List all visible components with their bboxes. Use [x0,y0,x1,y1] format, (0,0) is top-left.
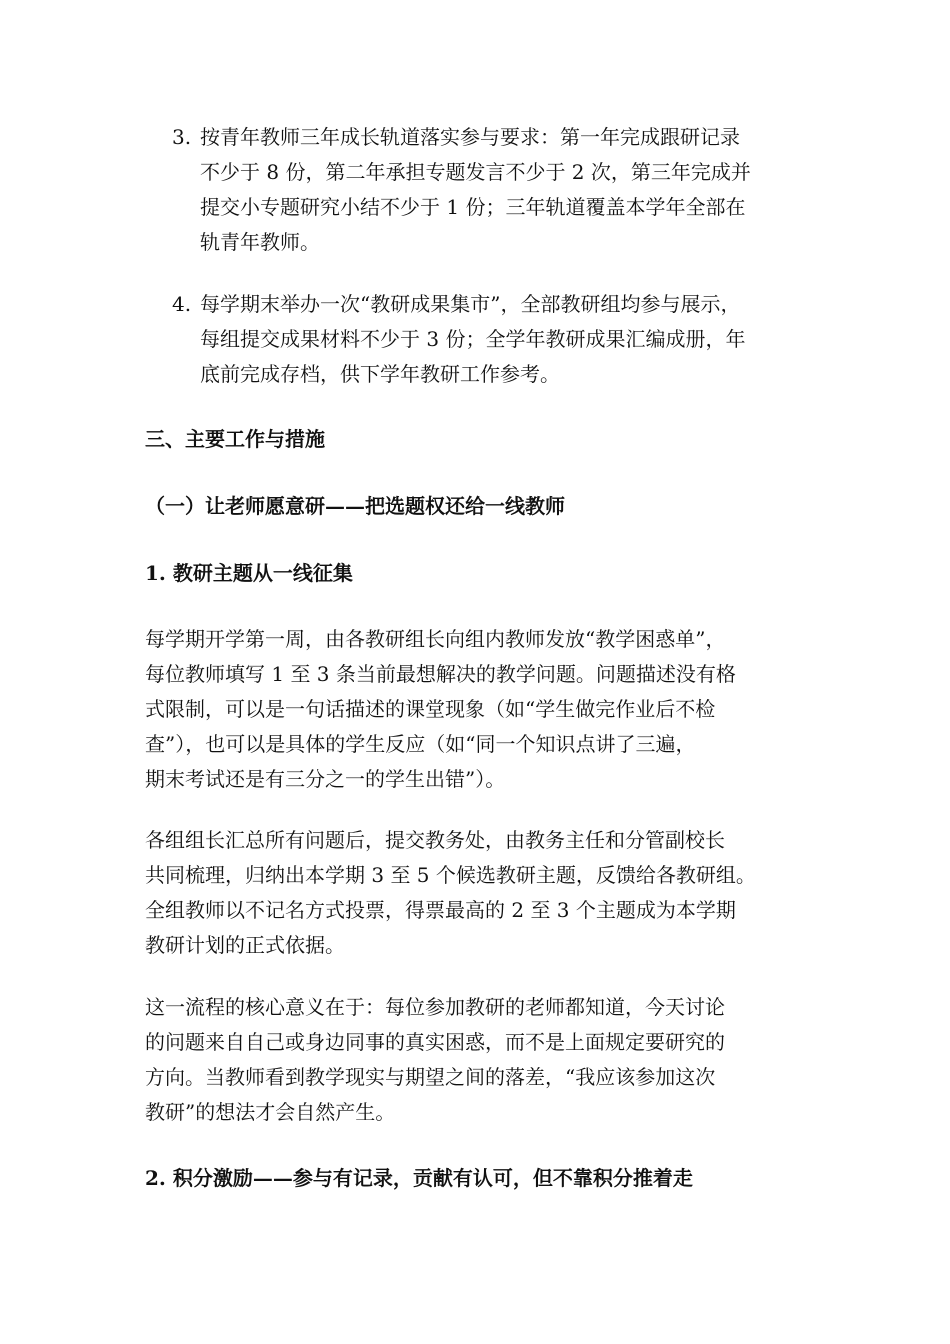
list-number: 4. [172,292,192,316]
paragraph-line: 全组教师以不记名方式投票，得票最高的 2 至 3 个主题成为本学期 [145,898,736,922]
paragraph-line: 各组组长汇总所有问题后，提交教务处，由教务主任和分管副校长 [145,828,725,852]
paragraph-line: 共同梳理，归纳出本学期 3 至 5 个候选教研主题，反馈给各教研组。 [145,863,756,887]
subsection-heading: （一）让老师愿意研——把选题权还给一线教师 [145,494,565,518]
paragraph-line: 每位教师填写 1 至 3 条当前最想解决的教学问题。问题描述没有格 [145,662,736,686]
item2-heading: 2. 积分激励——参与有记录，贡献有认可，但不靠积分推着走 [145,1166,693,1190]
list-line: 不少于 8 份，第二年承担专题发言不少于 2 次，第三年完成并 [200,160,751,184]
list-item-4 [172,287,812,392]
paragraph [145,823,815,963]
paragraph [145,990,815,1130]
paragraph-line: 的问题来自自己或身边同事的真实困惑，而不是上面规定要研究的 [145,1030,725,1054]
paragraph-line: 这一流程的核心意义在于：每位参加教研的老师都知道，今天讨论 [145,995,725,1019]
list-line: 每组提交成果材料不少于 3 份；全学年教研成果汇编成册，年 [200,327,746,351]
list-line: 按青年教师三年成长轨道落实参与要求：第一年完成跟研记录 [200,125,740,149]
list-line: 轨青年教师。 [200,230,320,254]
paragraph-line: 方向。当教师看到教学现实与期望之间的落差，“我应该参加这次 [145,1065,716,1089]
item1-heading: 1. 教研主题从一线征集 [145,561,353,585]
list-line: 底前完成存档，供下学年教研工作参考。 [200,362,560,386]
paragraph-line: 教研计划的正式依据。 [145,933,345,957]
paragraph-line: 期末考试还是有三分之一的学生出错”）。 [145,767,506,791]
list-item-3 [172,120,812,260]
paragraph-line: 查”），也可以是具体的学生反应（如“同一个知识点讲了三遍， [145,732,696,756]
paragraph-line: 教研”的想法才会自然产生。 [145,1100,396,1124]
paragraph [145,622,815,797]
paragraph-line: 式限制，可以是一句话描述的课堂现象（如“学生做完作业后不检 [145,697,716,721]
list-number: 3. [172,125,192,149]
paragraph-line: 每学期开学第一周，由各教研组长向组内教师发放“教学困惑单”， [145,627,726,651]
list-line: 提交小专题研究小结不少于 1 份；三年轨道覆盖本学年全部在 [200,195,746,219]
list-line: 每学期末举办一次“教研成果集市”，全部教研组均参与展示， [200,292,741,316]
section-heading: 三、主要工作与措施 [145,427,325,451]
